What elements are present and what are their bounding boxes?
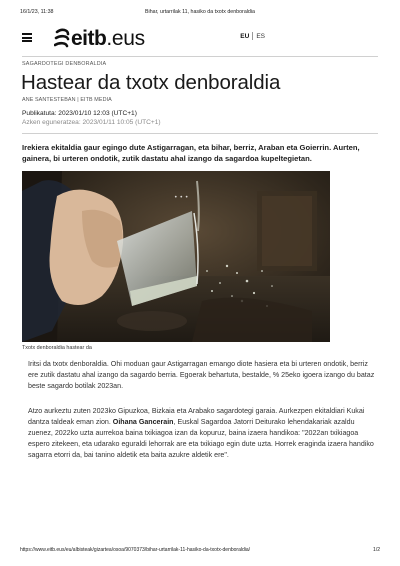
eitb-swoosh-icon bbox=[54, 28, 70, 50]
print-footer bbox=[20, 547, 380, 555]
print-header bbox=[20, 9, 380, 19]
print-page-number: 1/2 bbox=[373, 547, 380, 553]
cider-pour-illustration bbox=[22, 171, 330, 342]
header-divider bbox=[22, 56, 378, 57]
section-label[interactable]: SAGARDOTEGI DENBORALDIA bbox=[22, 61, 107, 67]
published-date: Publikatuta: 2023/01/10 12:03 (UTC+1) bbox=[22, 110, 137, 117]
site-header bbox=[22, 27, 378, 53]
logo-main-text: eitb bbox=[71, 27, 107, 50]
article-paragraph: Iritsi da txotx denboraldia. Ohi moduan gaur Astigarragan emango diote hasiera eta bi urteren ondotik, berriz ere zutik dastatu ahal izango da sagardo berria. Egoerak behartuta, bestalde, % 25eko igoera izango du bataz beste sagardo botilak 2023an. bbox=[28, 360, 375, 390]
updated-date: Azken eguneratzea: 2023/01/11 10:05 (UTC+1) bbox=[22, 119, 161, 126]
svg-text:• • •: • • • bbox=[174, 194, 189, 201]
hamburger-icon[interactable] bbox=[22, 33, 32, 42]
paragraph-text: , Euskal Sagardoa Jatorri Deiturako lehendakariak azaldu zuenez, 2022ko uzta aurrekoa baina txikiagoa izan da kopuruz, baina izaera handikoa: "2022an txikiagoa espero zitekeen, eta udarako eguraldi lehorrak are eta txikiago egin dute uzta. Horrek eraginda izaera handiko sagarra etorri da, bai tanino aldetik eta baita azukre aldetik ere". bbox=[28, 417, 374, 459]
print-date: 16/1/23, 11:38 bbox=[20, 9, 54, 15]
lang-eu-link[interactable]: EU bbox=[240, 32, 250, 40]
lang-divider bbox=[252, 32, 253, 40]
logo-suffix-text: .eus bbox=[106, 27, 145, 50]
lang-es-link[interactable]: ES bbox=[256, 32, 265, 40]
article-lead: Irekiera ekitaldia gaur egingo dute Astigarragan, eta bihar, berriz, Araban eta Goierrin. Aurten, gainera, bi urteren ondotik, zutik dastatu ahal izango da sagardoa kupeltegietan. bbox=[22, 143, 360, 163]
meta-divider bbox=[22, 133, 378, 134]
article-paragraph bbox=[28, 406, 376, 461]
article-author: ANE SANTESTEBAN | EITB MEDIA bbox=[22, 97, 112, 103]
article-title: Hastear da txotx denboraldia bbox=[21, 71, 281, 94]
language-switcher bbox=[240, 32, 265, 40]
eitb-logo[interactable] bbox=[54, 27, 145, 51]
paragraph-text: Atzo aurkeztu zuten 2023ko Gipuzkoa, Bizkaia eta Arabako sagardotegi garaia. Aurkezpen ekitaldiari Kukai dantza taldeak eman zion. bbox=[28, 407, 365, 426]
paragraph-highlight-name: Oihana Gancerain bbox=[112, 417, 174, 426]
article-photo bbox=[22, 171, 330, 342]
photo-caption: Txotx denboraldia hastear da bbox=[22, 345, 92, 351]
print-url: https://www.eitb.eus/eu/albisteak/gizartea/osoa/9070373/bihar-urtarrilak-11-hasiko-da-txotx-denboraldia/ bbox=[20, 547, 251, 553]
print-title: Bihar, urtarrilak 11, hasiko da txotx denboraldia bbox=[144, 9, 256, 15]
